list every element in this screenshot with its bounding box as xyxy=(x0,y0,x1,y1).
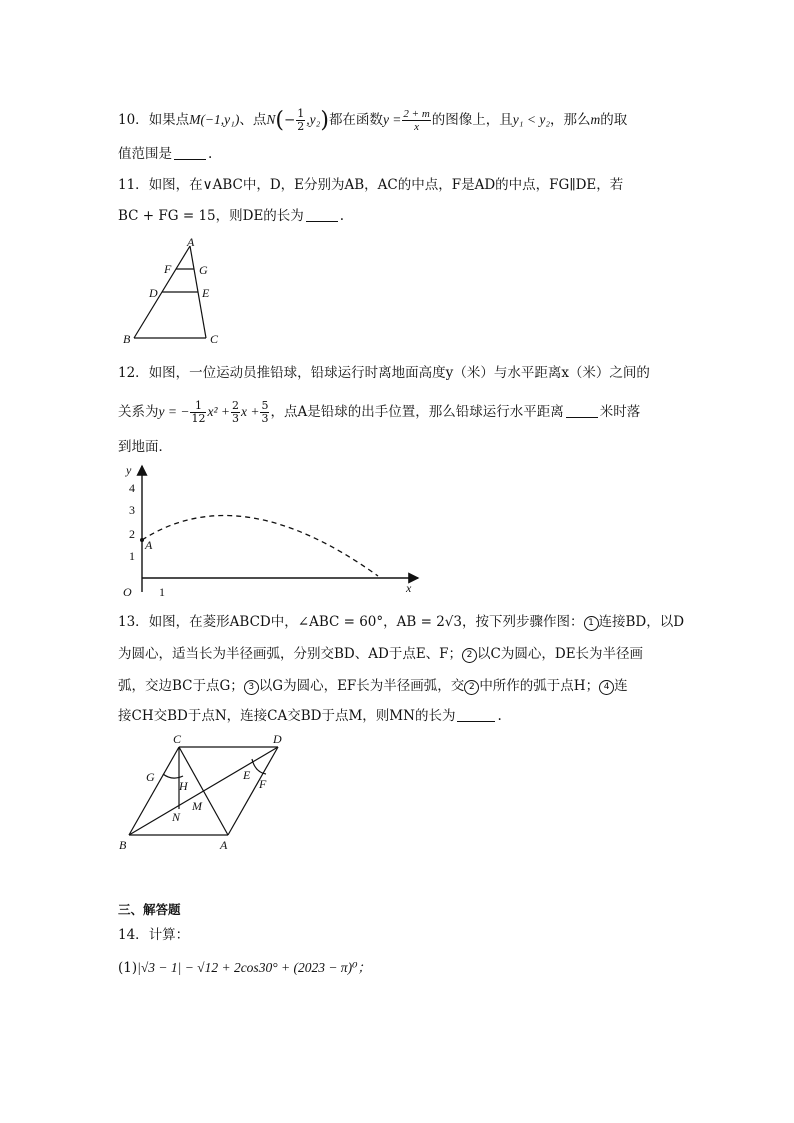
q11-number: 11． xyxy=(118,177,149,193)
q12-text1: 如图，一位运动员推铅球，铅球运行时离地面高度y（米）与水平距离x（米）之间的 xyxy=(148,365,650,381)
q13-line4 xyxy=(118,706,502,726)
n-frac-den: 2 xyxy=(297,120,305,133)
fn-den: x xyxy=(414,121,420,133)
q11-end: . xyxy=(339,208,345,224)
circled-2: 2 xyxy=(462,648,477,663)
point-m-coords: (−1,y₁) xyxy=(200,112,240,127)
label-d: D xyxy=(273,732,282,746)
q13-text2b: 以C为圆心，DE长为半径画 xyxy=(477,646,644,662)
q10-text2: 都在函数 xyxy=(328,112,383,128)
q10-text: 如果点 xyxy=(148,112,190,128)
q14-number: 14． xyxy=(118,927,149,943)
origin-label: O xyxy=(123,585,132,598)
q11-line2 xyxy=(118,206,344,226)
q13-text3c: 中所作的弧于点H； xyxy=(479,678,600,694)
q14-part1 xyxy=(118,958,371,978)
label-e: E xyxy=(243,768,251,782)
answer-blank[interactable] xyxy=(457,707,495,722)
point-a xyxy=(140,538,144,542)
x-tick-1: 1 xyxy=(159,585,165,598)
point-n: N xyxy=(266,112,276,127)
q10-sep: 、点 xyxy=(239,112,267,128)
f1-den: 12 xyxy=(191,412,206,425)
q12-line2 xyxy=(118,400,640,425)
q13-end: . xyxy=(497,708,502,724)
answer-blank[interactable] xyxy=(174,145,206,160)
shotput-graph xyxy=(118,462,428,598)
circled-3: 3 xyxy=(244,680,259,695)
frac-5-3 xyxy=(260,400,269,425)
point-m: M xyxy=(189,112,201,127)
fn-num: 2 + m xyxy=(403,108,430,120)
q13-text3: 弧，交边BC于点G； xyxy=(118,678,244,694)
label-a: A xyxy=(220,838,228,852)
label-g: G xyxy=(199,263,208,277)
f1-num: 1 xyxy=(190,400,206,413)
q10-text3: 的图像上，且 xyxy=(431,112,513,128)
frac-2-3 xyxy=(231,400,240,425)
q12-number: 12． xyxy=(118,365,149,381)
eq-x2: x² + xyxy=(207,404,230,419)
label-n: N xyxy=(172,810,181,824)
point-a-label: A xyxy=(145,538,153,552)
q13-text1b: 连接BD，以D xyxy=(598,614,685,630)
y-tick-4: 4 xyxy=(129,481,135,495)
arc-c xyxy=(163,774,183,778)
label-m: M xyxy=(192,799,202,813)
q12-text3: ，点A是铅球的出手位置，那么铅球运行水平距离 xyxy=(270,404,564,420)
q10-end: . xyxy=(208,146,213,162)
f2-num: 2 xyxy=(232,399,239,412)
eq-lhs: y = − xyxy=(158,404,190,419)
q13-text3d: 连 xyxy=(614,678,628,694)
q10-line2 xyxy=(118,144,212,164)
part1-label: (1) xyxy=(118,960,138,976)
section-title: 三、解答题 xyxy=(118,902,181,917)
y-tick-3: 3 xyxy=(129,503,135,517)
circled-4: 4 xyxy=(599,680,614,695)
label-f: F xyxy=(164,262,172,276)
fn-lhs: y = xyxy=(382,112,402,127)
label-g: G xyxy=(146,770,155,784)
f2-den: 3 xyxy=(232,412,239,425)
q10-text5: 的取 xyxy=(600,112,628,128)
q13-line1 xyxy=(118,612,684,632)
q13-number: 13． xyxy=(118,614,149,630)
paren-open: ( xyxy=(275,108,284,133)
q13-text3b: 以G为圆心，EF长为半径画弧，交 xyxy=(258,678,465,694)
inequality: y₁ < y₂ xyxy=(512,112,551,127)
q14-line1 xyxy=(118,925,189,945)
q13-text1: 如图，在菱形ABCD中，∠ABC = 60°，AB = 2√3，按下列步骤作图： xyxy=(148,614,584,630)
q13-text4: 接CH交BD于点N，连接CA交BD于点M，则MN的长为 xyxy=(118,708,456,724)
q13-line3 xyxy=(118,676,628,696)
q12-line3 xyxy=(118,437,172,457)
y-tick-1: 1 xyxy=(129,549,135,563)
circled-2b: 2 xyxy=(464,680,479,695)
q14-title: 计算： xyxy=(148,927,190,943)
answer-blank[interactable] xyxy=(306,207,338,222)
point-n-y: ,y₂ xyxy=(306,112,321,127)
q11-text2: BC + FG = 15，则DE的长为 xyxy=(118,208,304,224)
var-m: m xyxy=(590,112,601,127)
q10-text6: 值范围是 xyxy=(118,146,172,162)
label-d: D xyxy=(149,286,158,300)
q11-text1: 如图，在∨ABC中，D，E分别为AB，AC的中点，F是AD的中点，FG∥DE，若 xyxy=(148,177,624,193)
part1-expression: |√3 − 1| − √12 + 2cos30° + (2023 − π)⁰； xyxy=(137,960,371,975)
frac-1-12 xyxy=(190,400,206,425)
label-f: F xyxy=(259,777,267,791)
triangle-figure xyxy=(118,236,228,348)
fn-fraction xyxy=(402,108,430,133)
q13-line2 xyxy=(118,644,643,664)
label-b: B xyxy=(119,838,127,852)
label-h: H xyxy=(179,779,188,793)
n-fraction xyxy=(296,108,305,133)
q12-text5: 到地面． xyxy=(118,439,172,455)
trajectory-curve xyxy=(142,516,378,577)
q10-number: 10． xyxy=(118,112,149,128)
n-frac-num: 1 xyxy=(297,107,305,120)
x-axis-label: x xyxy=(406,581,412,595)
y-tick-2: 2 xyxy=(129,527,135,541)
q11-line1 xyxy=(118,175,623,195)
circled-1: 1 xyxy=(584,616,599,631)
q10-line1: 10．如果点M(−1,y₁)、点N(− $\frac{1}{2}$ ,y₂)都在函数y = $\frac{2 + m}{x}$ 的图像上，且y₁ < y₂，那么m的取 xyxy=(118,107,628,133)
q13-text2: 为圆心，适当长为半径画弧，分别交BD、AD于点E、F； xyxy=(118,646,463,662)
label-e: E xyxy=(202,286,210,300)
q10-text4: ，那么 xyxy=(550,112,591,128)
side-da xyxy=(228,747,278,835)
y-axis-label: y xyxy=(126,463,132,477)
eq-x: x + xyxy=(241,404,260,419)
q12-line1 xyxy=(118,363,650,383)
label-b: B xyxy=(123,332,131,346)
q12-text4: 米时落 xyxy=(599,404,641,420)
rhombus-figure xyxy=(116,730,296,854)
paren-close: ) xyxy=(320,108,329,133)
f3-den: 3 xyxy=(261,412,269,425)
q12-text2: 关系为 xyxy=(118,404,159,420)
label-c: C xyxy=(210,332,219,346)
f3-num: 5 xyxy=(261,399,269,412)
answer-blank[interactable] xyxy=(566,403,598,418)
label-c: C xyxy=(173,732,182,746)
label-a: A xyxy=(187,236,195,249)
